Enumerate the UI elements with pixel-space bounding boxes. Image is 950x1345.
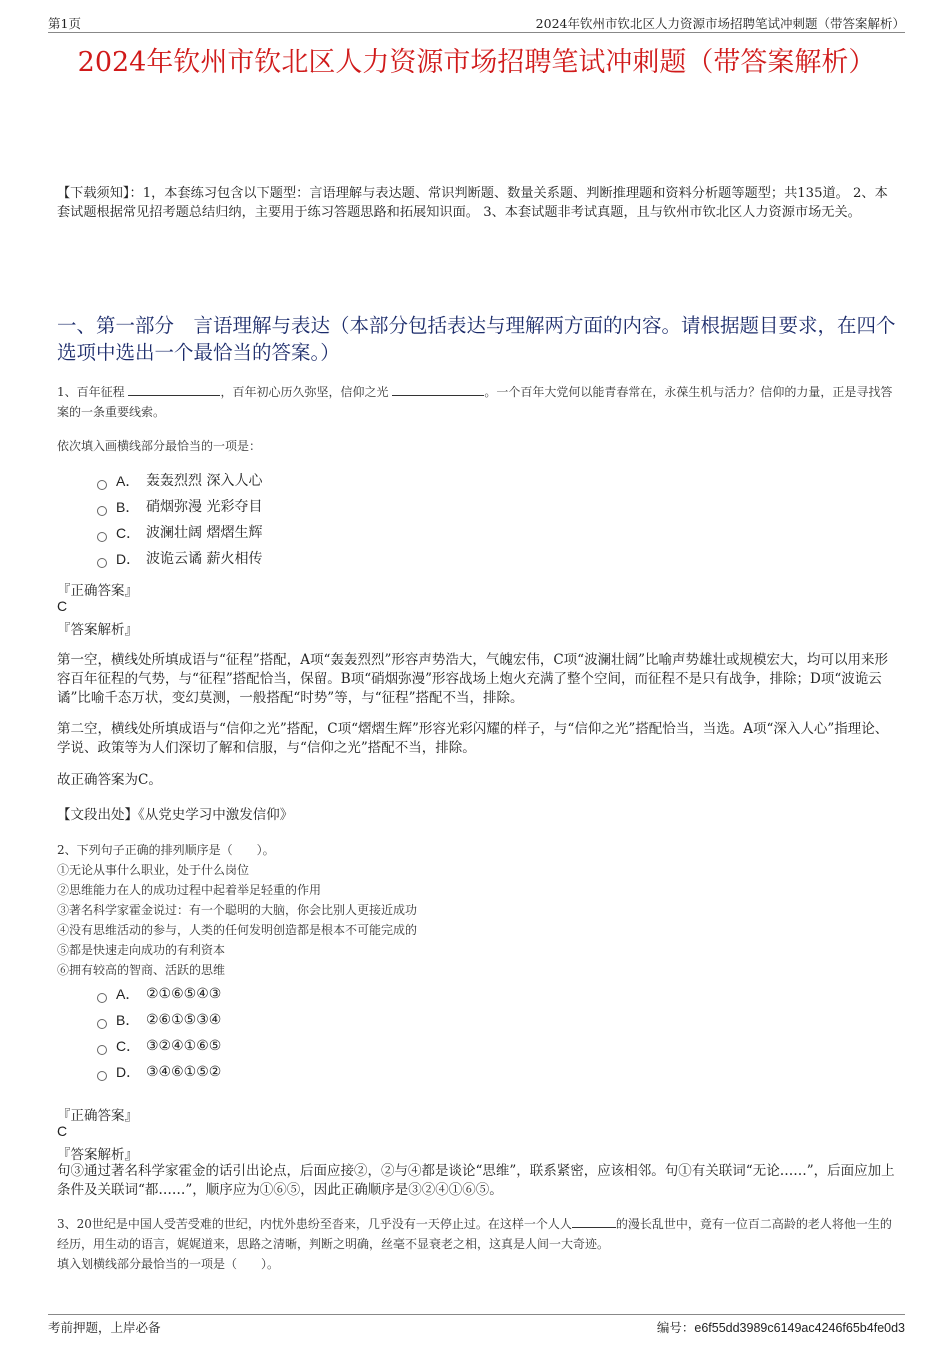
option-label: B． bbox=[116, 1012, 140, 1028]
option-d[interactable] bbox=[97, 546, 262, 572]
correct-answer-label: 『正确答案』 bbox=[57, 1108, 138, 1124]
question-2-stem: 2、下列句子正确的排列顺序是（ ）。 bbox=[57, 843, 275, 857]
q1-stem-part-a: 1、百年征程 bbox=[57, 385, 125, 399]
option-text: 轰轰烈烈 深入人心 bbox=[146, 473, 263, 489]
header-doc-title: 2024年钦州市钦北区人力资源市场招聘笔试冲刺题（带答案解析） bbox=[535, 16, 905, 31]
q2-line: ③著名科学家霍金说过：有一个聪明的大脑，你会比别人更接近成功 bbox=[57, 903, 418, 917]
download-notice: 【下载须知】：1，本套练习包含以下题型：言语理解与表达题、常识判断题、数量关系题、判断推理题和资料分析题等题型；共135道。 2、本套试题根据常见招考题总结归纳，主要用于练习答题思路和拓展知识面。 3、本套试题非考试真题，且与钦州市钦北区人力资源市场无关。 bbox=[57, 186, 888, 220]
option-label: D． bbox=[116, 1064, 141, 1080]
fill-blank bbox=[392, 383, 484, 396]
section-heading: 一、第一部分 言语理解与表达（本部分包括表达与理解两方面的内容。请根据题目要求，在四个选项中选出一个最恰当的答案。） bbox=[57, 314, 896, 364]
option-text: 硝烟弥漫 光彩夺目 bbox=[146, 499, 263, 515]
option-c[interactable] bbox=[97, 520, 262, 546]
question-1-prompt: 依次填入画横线部分最恰当的一项是： bbox=[57, 439, 262, 453]
question-1-options bbox=[97, 468, 262, 572]
analysis-label: 『答案解析』 bbox=[57, 1147, 138, 1163]
option-b[interactable] bbox=[97, 1007, 221, 1033]
option-text: ②⑥①⑤③④ bbox=[146, 1012, 222, 1028]
option-label: B． bbox=[116, 499, 140, 515]
footer-code bbox=[657, 1318, 905, 1336]
question-2-options bbox=[97, 981, 221, 1085]
code-value: e6f55dd3989c6149ac4246f65b4fe0d3 bbox=[694, 1321, 905, 1335]
radio-icon[interactable] bbox=[97, 532, 107, 542]
document-title: 2024年钦州市钦北区人力资源市场招聘笔试冲刺题（带答案解析） bbox=[77, 47, 876, 78]
page-number: 第1页 bbox=[48, 16, 81, 31]
option-label: A． bbox=[116, 473, 140, 489]
radio-icon[interactable] bbox=[97, 480, 107, 490]
option-text: ②①⑥⑤④③ bbox=[146, 986, 222, 1002]
q3-stem-part-a: 3、20世纪是中国人受苦受难的世纪，内忧外患纷至沓来，几乎没有一天停止过。在这样一个人人 bbox=[57, 1217, 572, 1231]
q2-line: ⑤都是快速走向成功的有利资本 bbox=[57, 943, 226, 957]
option-c[interactable] bbox=[97, 1033, 221, 1059]
question-3-stem bbox=[57, 1214, 898, 1254]
option-text: 波诡云谲 薪火相传 bbox=[146, 551, 263, 567]
footer-slogan: 考前押题，上岸必备 bbox=[48, 1320, 161, 1335]
option-d[interactable] bbox=[97, 1059, 221, 1085]
option-label: D． bbox=[116, 551, 141, 567]
q2-line: ⑥拥有较高的智商、活跃的思维 bbox=[57, 963, 226, 977]
correct-answer-label: 『正确答案』 bbox=[57, 583, 138, 599]
option-a[interactable] bbox=[97, 468, 262, 494]
page-footer bbox=[48, 1314, 905, 1333]
q2-line: ④没有思维活动的参与，人类的任何发明创造都是根本不可能完成的 bbox=[57, 923, 418, 937]
page-header bbox=[48, 12, 905, 33]
question-3-prompt: 填入划横线部分最恰当的一项是（ ）。 bbox=[57, 1257, 280, 1271]
option-a[interactable] bbox=[97, 981, 221, 1007]
correct-answer: C bbox=[57, 598, 68, 614]
radio-icon[interactable] bbox=[97, 506, 107, 516]
q2-line: ①无论从事什么职业，处于什么岗位 bbox=[57, 863, 250, 877]
q2-line: ②思维能力在人的成功过程中起着举足轻重的作用 bbox=[57, 883, 322, 897]
code-label: 编号： bbox=[656, 1320, 695, 1335]
correct-answer: C bbox=[57, 1123, 68, 1139]
radio-icon[interactable] bbox=[97, 558, 107, 568]
question-1-stem bbox=[57, 382, 898, 422]
fill-blank bbox=[128, 383, 220, 396]
option-text: ③②④①⑥⑤ bbox=[146, 1038, 222, 1054]
analysis-paragraph: 句③通过著名科学家霍金的话引出论点，后面应接②，②与④都是谈论“思维”，联系紧密，应该相邻。句①有关联词“无论……”，后面应加上条件及关联词“都……”，顺序应为①⑥⑤，因此正确顺序是③②④①⑥⑤。 bbox=[57, 1163, 895, 1198]
q1-stem-part-b: ，百年初心历久弥坚，信仰之光 bbox=[220, 385, 389, 399]
q3-stem-part-b: 的漫长乱世中，竟有一位百二高龄的老人将他一生的经历，用生动的语言，娓娓道来，思路之清晰，判断之明确，丝毫不显衰老之相，这真是人间一大奇迹。 bbox=[57, 1217, 892, 1251]
source-citation: 【文段出处】《从党史学习中激发信仰》 bbox=[57, 807, 294, 823]
option-label: A． bbox=[116, 986, 140, 1002]
q1-stem-part-c: 。一个百年大党何以能青春常在，永葆生机与活力？信仰的力量，正是寻找答案的一条重要线索。 bbox=[57, 385, 893, 419]
analysis-conclusion: 故正确答案为C。 bbox=[57, 772, 162, 788]
option-text: ③④⑥①⑤② bbox=[146, 1064, 222, 1080]
analysis-paragraph-1: 第一空，横线处所填成语与“征程”搭配，A项“轰轰烈烈”形容声势浩大，气魄宏伟，C项“波澜壮阔”比喻声势雄壮或规模宏大，均可以用来形容百年征程的气势，与“征程”搭配恰当，保留。B项“硝烟弥漫”形容战场上炮火充满了整个空间，而征程不是只有战争，排除；D项“波诡云谲”比喻千态万状，变幻莫测，一般搭配“时势”等，与“征程”搭配不当，排除。 bbox=[57, 652, 888, 706]
analysis-label: 『答案解析』 bbox=[57, 622, 138, 638]
fill-blank bbox=[572, 1215, 616, 1228]
radio-icon[interactable] bbox=[97, 993, 107, 1003]
radio-icon[interactable] bbox=[97, 1045, 107, 1055]
option-label: C． bbox=[116, 1038, 141, 1054]
analysis-paragraph-2: 第二空，横线处所填成语与“信仰之光”搭配，C项“熠熠生辉”形容光彩闪耀的样子，与“信仰之光”搭配恰当，当选。A项“深入人心”指理论、学说、政策等为人们深切了解和信服，与“信仰之光”搭配不当，排除。 bbox=[57, 721, 889, 756]
option-label: C． bbox=[116, 525, 141, 541]
option-b[interactable] bbox=[97, 494, 262, 520]
radio-icon[interactable] bbox=[97, 1071, 107, 1081]
radio-icon[interactable] bbox=[97, 1019, 107, 1029]
option-text: 波澜壮阔 熠熠生辉 bbox=[146, 525, 263, 541]
